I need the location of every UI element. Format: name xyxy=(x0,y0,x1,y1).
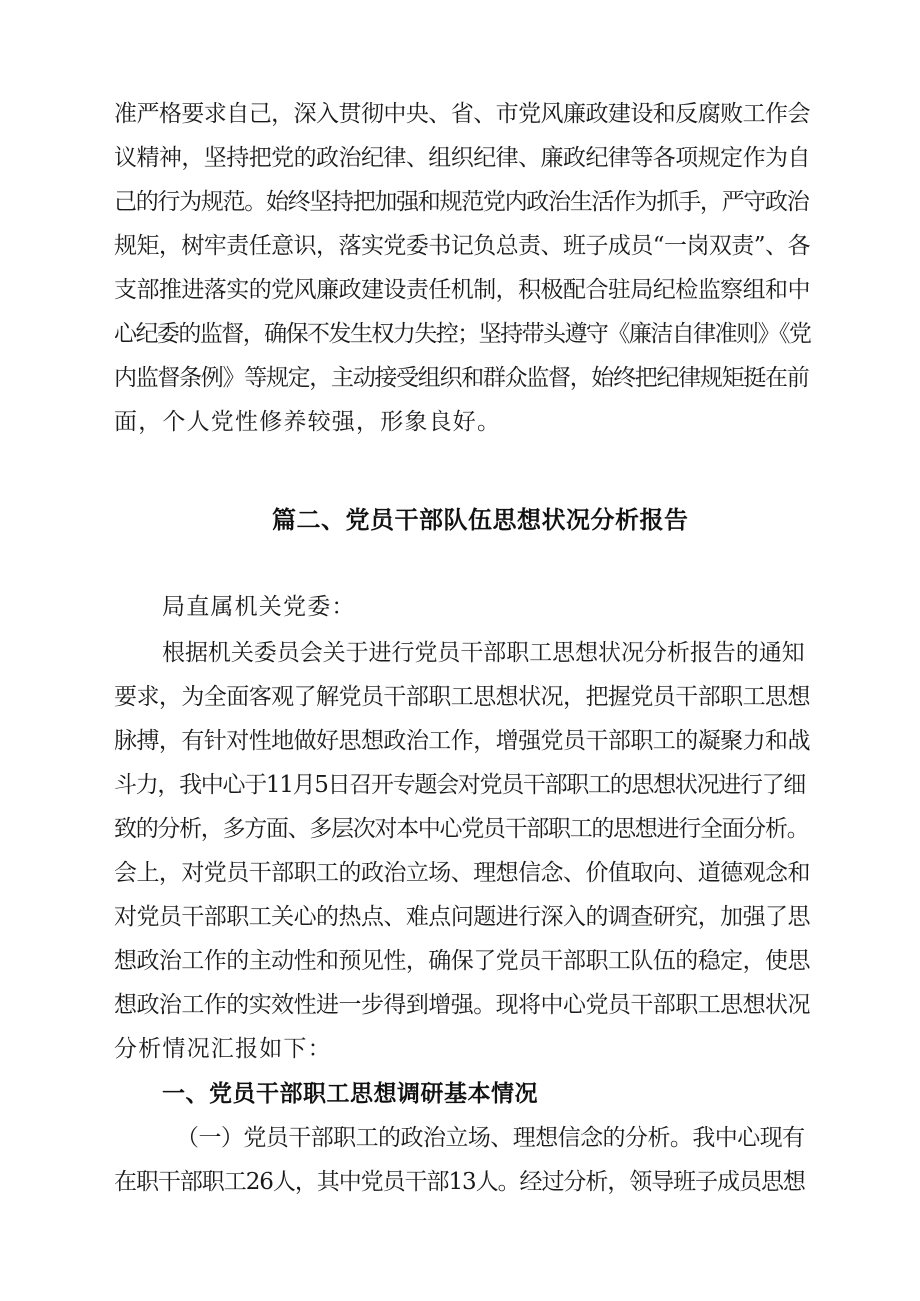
paragraph-2-line-3: 脉搏，有针对性地做好思想政治工作，增强党员干部职工的凝聚力和战 xyxy=(114,728,810,754)
paragraph-1-line-6: 心纪委的监督，确保不发生权力失控；坚持带头遵守《廉洁自律准则》《党 xyxy=(114,321,811,347)
paragraph-1-line-3: 己的行为规范。始终坚持把加强和规范党内政治生活作为抓手，严守政治 xyxy=(114,189,809,215)
paragraph-2-line-6: 会上，对党员干部职工的政治立场、理想信念、价值取向、道德观念和 xyxy=(114,860,810,886)
paragraph-1-line-8: 面，个人党性修养较强，形象良好。 xyxy=(114,409,502,435)
paragraph-1-line-2: 议精神，坚持把党的政治纪律、组织纪律、廉政纪律等各项规定作为自 xyxy=(114,145,810,171)
paragraph-1-line-4: 规矩，树牢责任意识，落实党委书记负总责、班子成员“一岗双责”、各 xyxy=(114,233,810,259)
paragraph-3-line-2: 在职干部职工26人，其中党员干部13人。经过分析，领导班子成员思想 xyxy=(114,1169,805,1195)
section-title: 篇二、党员干部队伍思想状况分析报告 xyxy=(272,506,689,534)
paragraph-1-line-5: 支部推进落实的党风廉政建设责任机制，积极配合驻局纪检监察组和中 xyxy=(114,277,810,303)
paragraph-2-line-8: 想政治工作的主动性和预见性，确保了党员干部职工队伍的稳定，使思 xyxy=(114,948,810,974)
paragraph-2-line-9: 想政治工作的实效性进一步得到增强。现将中心党员干部职工思想状况 xyxy=(114,992,810,1018)
paragraph-2-line-4: 斗力，我中心于11月5日召开专题会对党员干部职工的思想状况进行了细 xyxy=(114,772,806,798)
paragraph-2-line-10: 分析情况汇报如下： xyxy=(114,1036,332,1062)
paragraph-2-line-5: 致的分析，多方面、多层次对本中心党员干部职工的思想进行全面分析。 xyxy=(114,816,809,842)
salutation: 局直属机关党委： xyxy=(162,594,356,620)
paragraph-1-line-7: 内监督条例》等规定，主动接受组织和群众监督，始终把纪律规矩挺在前 xyxy=(114,365,809,391)
paragraph-2-line-2: 要求，为全面客观了解党员干部职工思想状况，把握党员干部职工思想 xyxy=(114,684,810,710)
paragraph-2-line-7: 对党员干部职工关心的热点、难点问题进行深入的调查研究，加强了思 xyxy=(114,904,810,930)
paragraph-3-line-1: （一）党员干部职工的政治立场、理想信念的分析。我中心现有 xyxy=(176,1125,805,1151)
paragraph-2-line-1: 根据机关委员会关于进行党员干部职工思想状况分析报告的通知 xyxy=(162,640,805,666)
heading-basic-situation: 一、党员干部职工思想调研基本情况 xyxy=(162,1081,538,1107)
paragraph-1-line-1: 准严格要求自己，深入贯彻中央、省、市党风廉政建设和反腐败工作会 xyxy=(114,101,810,127)
